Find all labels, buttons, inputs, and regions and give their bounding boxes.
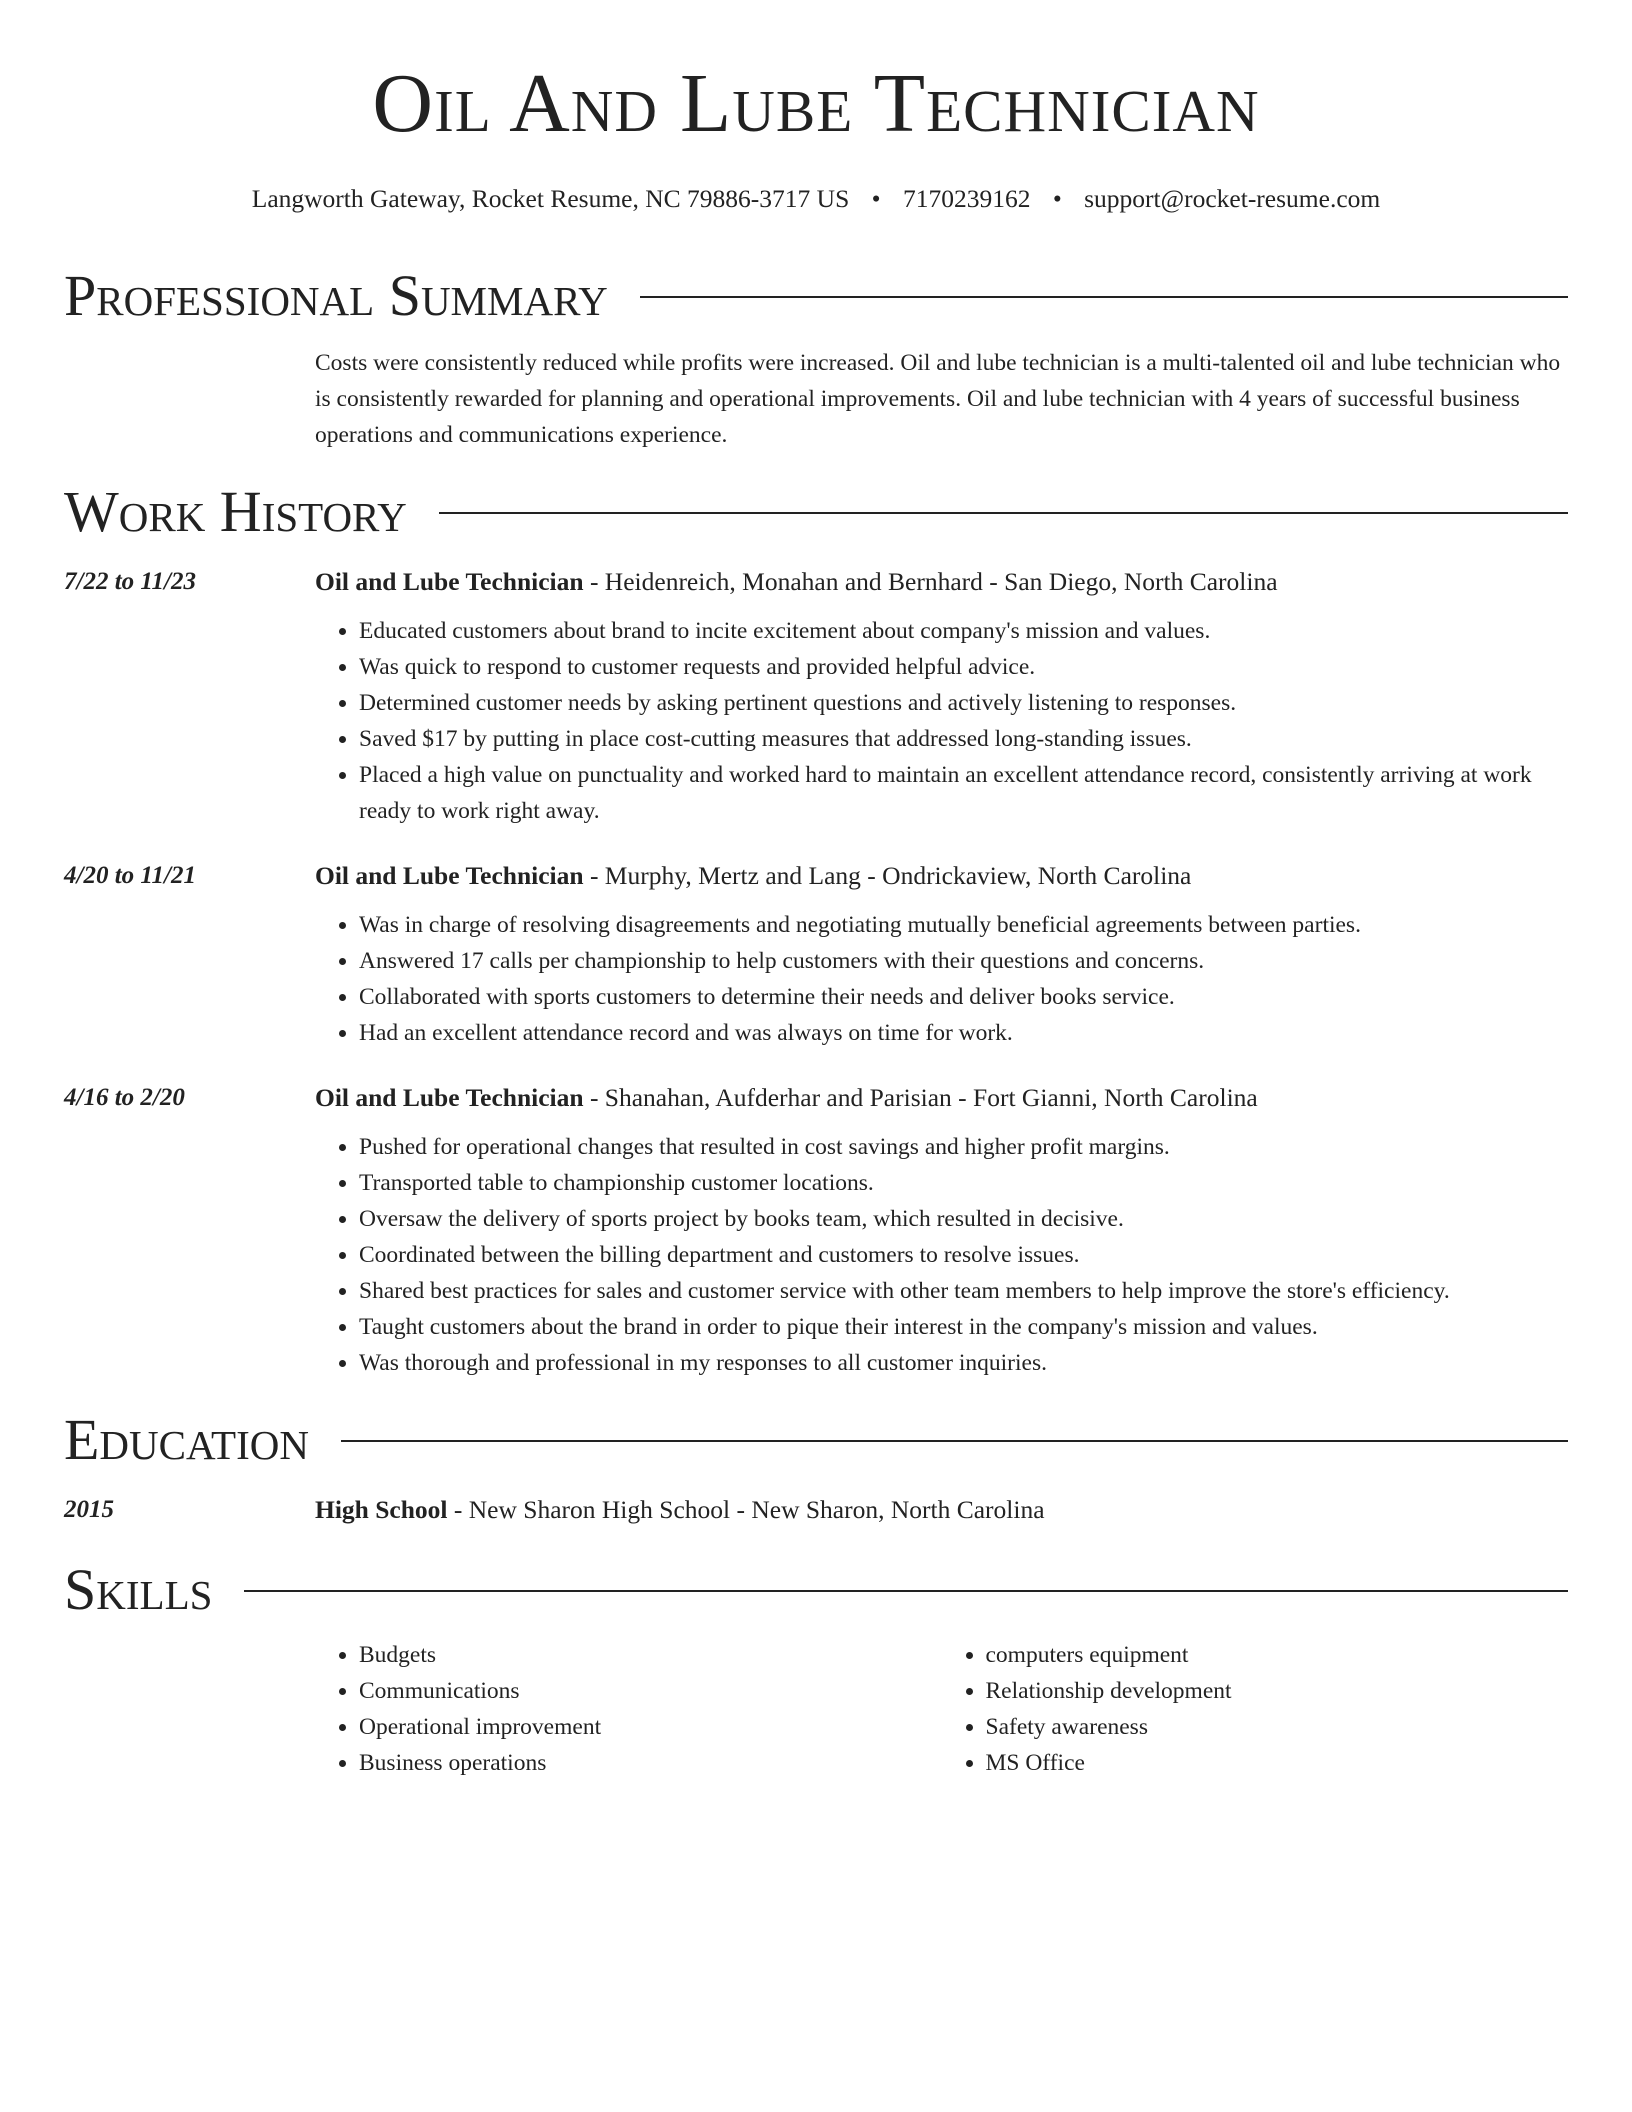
skill-item: • Business operations xyxy=(359,1745,942,1781)
job-title: Oil and Lube Technician xyxy=(315,566,584,596)
contact-address: Langworth Gateway, Rocket Resume, NC 79886-3717 US xyxy=(251,184,850,213)
section-title: Skills xyxy=(64,1556,213,1622)
job-dates: 4/20 to 11/21 xyxy=(64,861,196,889)
job-bullets xyxy=(315,1129,1568,1381)
job-dates: 4/16 to 2/20 xyxy=(64,1083,185,1111)
skill-item: • Safety awareness xyxy=(986,1709,1569,1745)
candidate-name: Oil And Lube Technician xyxy=(372,57,1260,150)
job-entry xyxy=(64,565,1568,829)
skills-list xyxy=(315,1637,1568,1781)
skills-section-header xyxy=(64,1556,1568,1622)
job-title: Oil and Lube Technician xyxy=(315,1082,584,1112)
job-bullet: • Answered 17 calls per championship to help customers with their questions and concerns. xyxy=(359,943,1568,979)
education-degree: High School xyxy=(315,1494,448,1524)
section-divider xyxy=(439,512,1568,514)
job-bullet: • Educated customers about brand to incite excitement about company's mission and values. xyxy=(359,613,1568,649)
section-title: Work History xyxy=(64,478,407,544)
section-title: Education xyxy=(64,1406,309,1472)
job-bullets xyxy=(315,613,1568,829)
job-entry xyxy=(64,859,1568,1051)
contact-separator: • xyxy=(1052,184,1062,213)
job-entry xyxy=(64,1081,1568,1381)
job-bullet: • Shared best practices for sales and customer service with other team members to help improve the store's efficiency. xyxy=(359,1273,1568,1309)
education-heading xyxy=(315,1493,1568,1527)
summary-text: Costs were consistently reduced while profits were increased. Oil and lube technician is a multi-talented oil and lube technician who is consistently rewarded for planning and operational improvements. Oil and lube technician with 4 years of successful business operations and communications experience. xyxy=(315,349,1561,448)
job-bullets xyxy=(315,907,1568,1051)
job-bullet: • Had an excellent attendance record and was always on time for work. xyxy=(359,1015,1568,1051)
education-school-location: - New Sharon High School - New Sharon, North Carolina xyxy=(447,1494,1045,1524)
skill-item: • Operational improvement xyxy=(359,1709,942,1745)
job-bullet: • Pushed for operational changes that resulted in cost savings and higher profit margins. xyxy=(359,1129,1568,1165)
job-bullet: • Determined customer needs by asking pertinent questions and actively listening to responses. xyxy=(359,685,1568,721)
section-divider xyxy=(341,1440,1568,1442)
education-content xyxy=(315,1493,1568,1527)
summary-section-header xyxy=(64,262,1568,328)
job-bullet: • Was thorough and professional in my responses to all customer inquiries. xyxy=(359,1345,1568,1381)
job-employer-location: - Murphy, Mertz and Lang - Ondrickaview, North Carolina xyxy=(583,860,1192,890)
skill-item: • MS Office xyxy=(986,1745,1569,1781)
job-content xyxy=(315,1081,1568,1381)
contact-email: support@rocket-resume.com xyxy=(1084,184,1381,213)
skill-item: • computers equipment xyxy=(986,1637,1569,1673)
job-dates: 7/22 to 11/23 xyxy=(64,567,196,595)
section-title: Professional Summary xyxy=(64,262,608,328)
section-divider xyxy=(640,296,1568,298)
skill-item: • Budgets xyxy=(359,1637,942,1673)
job-bullet: • Oversaw the delivery of sports project by books team, which resulted in decisive. xyxy=(359,1201,1568,1237)
education-entry xyxy=(64,1493,1568,1527)
job-bullet: • Was quick to respond to customer requests and provided helpful advice. xyxy=(359,649,1568,685)
job-bullet: • Was in charge of resolving disagreements and negotiating mutually beneficial agreements between parties. xyxy=(359,907,1568,943)
skills-column-left xyxy=(315,1637,942,1781)
job-employer-location: - Heidenreich, Monahan and Bernhard - San Diego, North Carolina xyxy=(583,566,1278,596)
section-divider xyxy=(244,1590,1568,1592)
contact-phone: 7170239162 xyxy=(902,184,1031,213)
job-heading xyxy=(315,1081,1568,1115)
job-bullet: • Placed a high value on punctuality and worked hard to maintain an excellent attendance record, consistently arriving at work ready to work right away. xyxy=(359,757,1568,829)
contact-separator: • xyxy=(871,184,881,213)
skill-item: • Relationship development xyxy=(986,1673,1569,1709)
education-year: 2015 xyxy=(64,1495,114,1523)
job-content xyxy=(315,565,1568,829)
job-bullet: • Taught customers about the brand in order to pique their interest in the company's mission and values. xyxy=(359,1309,1568,1345)
job-title: Oil and Lube Technician xyxy=(315,860,584,890)
job-heading xyxy=(315,859,1568,893)
job-bullet: • Saved $17 by putting in place cost-cutting measures that addressed long-standing issues. xyxy=(359,721,1568,757)
job-content xyxy=(315,859,1568,1051)
job-heading xyxy=(315,565,1568,599)
work-history-section-header xyxy=(64,478,1568,544)
job-employer-location: - Shanahan, Aufderhar and Parisian - Fort Gianni, North Carolina xyxy=(583,1082,1258,1112)
job-bullet: • Collaborated with sports customers to determine their needs and deliver books service. xyxy=(359,979,1568,1015)
skill-item: • Communications xyxy=(359,1673,942,1709)
education-section-header xyxy=(64,1406,1568,1472)
skills-column-right xyxy=(942,1637,1569,1781)
contact-line xyxy=(64,184,1568,215)
job-bullet: • Transported table to championship customer locations. xyxy=(359,1165,1568,1201)
job-bullet: • Coordinated between the billing department and customers to resolve issues. xyxy=(359,1237,1568,1273)
